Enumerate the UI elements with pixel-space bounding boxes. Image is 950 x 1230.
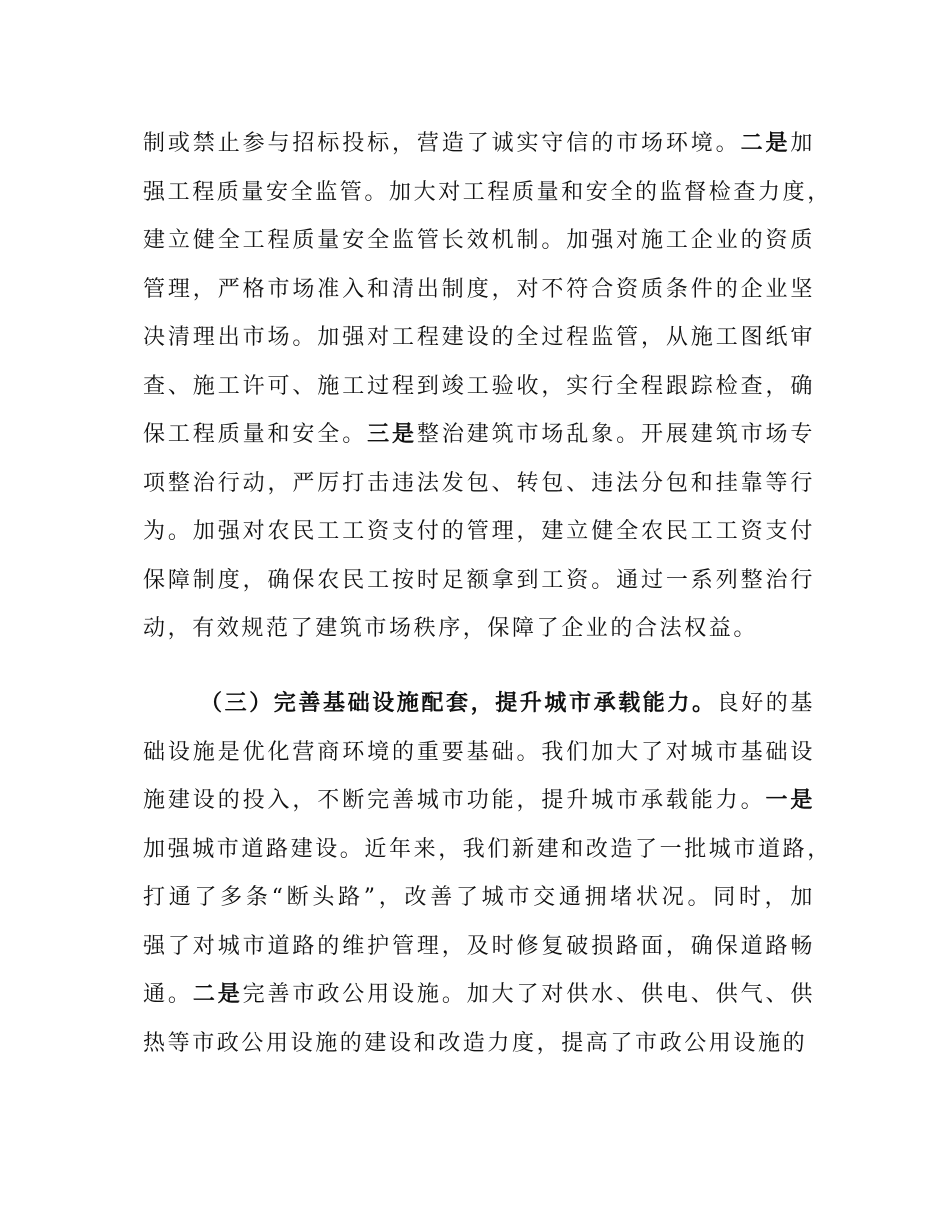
bold-text-run: （三）完善基础设施配套，提升城市承载能力。 (200, 691, 717, 716)
text-line (143, 217, 815, 266)
bold-text-run: 二是 (740, 131, 791, 156)
text-run: 制或禁止参与招标投标，营造了诚实守信的市场环境。 (143, 131, 741, 156)
text-run: 整治建筑市场乱象。开展建筑市场专 (416, 422, 816, 447)
text-run: 管理，严格市场准入和清出制度，对不符合资质条件的企业坚 (143, 276, 815, 302)
text-run: 保工程质量和安全。 (143, 422, 368, 447)
text-line (143, 680, 815, 729)
text-run: 建立健全工程质量安全监管长效机制。加强对施工企业的资质 (143, 228, 815, 253)
bold-text-run: 二是 (192, 982, 243, 1007)
text-run: 加 (790, 131, 816, 156)
text-line (143, 971, 815, 1020)
text-line (143, 460, 815, 509)
paragraph-infrastructure (143, 680, 832, 1068)
text-run: 热等市政公用设施的建设和改造力度，提高了市政公用设施的 (143, 1030, 808, 1056)
text-run: 良好的基 (716, 691, 816, 716)
text-line (143, 874, 815, 923)
text-run: 查、施工许可、施工过程到竣工验收，实行全程跟踪检查，确 (143, 373, 815, 399)
bold-text-run: 一是 (765, 788, 815, 813)
text-line (143, 363, 815, 412)
text-line (143, 411, 815, 460)
text-run: 础设施是优化营商环境的重要基础。我们加大了对城市基础设 (143, 739, 815, 765)
text-line (143, 314, 815, 363)
text-line (143, 923, 815, 972)
text-run: 强了对城市道路的维护管理，及时修复破损路面，确保道路畅 (143, 933, 815, 959)
text-line (143, 169, 832, 218)
text-run: 加强城市道路建设。近年来，我们新建和改造了一批城市道路， (143, 836, 832, 862)
text-line (143, 729, 815, 778)
text-run: 强工程质量安全监管。加大对工程质量和安全的监督检查力度， (143, 179, 832, 205)
text-run: 项整治行动，严厉打击违法发包、转包、违法分包和挂靠等行 (143, 470, 815, 496)
text-line (143, 120, 815, 169)
text-run: 决清理出市场。加强对工程建设的全过程监管，从施工图纸审 (143, 325, 815, 350)
text-line (143, 266, 815, 315)
text-run: 为。加强对农民工工资支付的管理，建立健全农民工工资支付 (143, 519, 815, 544)
paragraph-construction-market (143, 120, 832, 654)
text-line (143, 1020, 815, 1069)
text-run: 通。 (143, 982, 193, 1007)
text-run: 打通了多条“断头路”，改善了城市交通拥堵状况。同时，加 (143, 885, 815, 910)
text-run: 完善市政公用设施。加大了对供水、供电、供气、供 (242, 982, 816, 1007)
text-run: 施建设的投入，不断完善城市功能，提升城市承载能力。 (143, 788, 766, 813)
text-run: 动，有效规范了建筑市场秩序，保障了企业的合法权益。 (143, 616, 759, 641)
text-line (143, 508, 815, 557)
text-line (143, 777, 815, 826)
text-line (143, 605, 815, 654)
text-line (143, 557, 815, 606)
bold-text-run: 三是 (367, 422, 417, 447)
text-run: 保障制度，确保农民工按时足额拿到工资。通过一系列整治行 (143, 567, 815, 593)
text-line (143, 826, 832, 875)
